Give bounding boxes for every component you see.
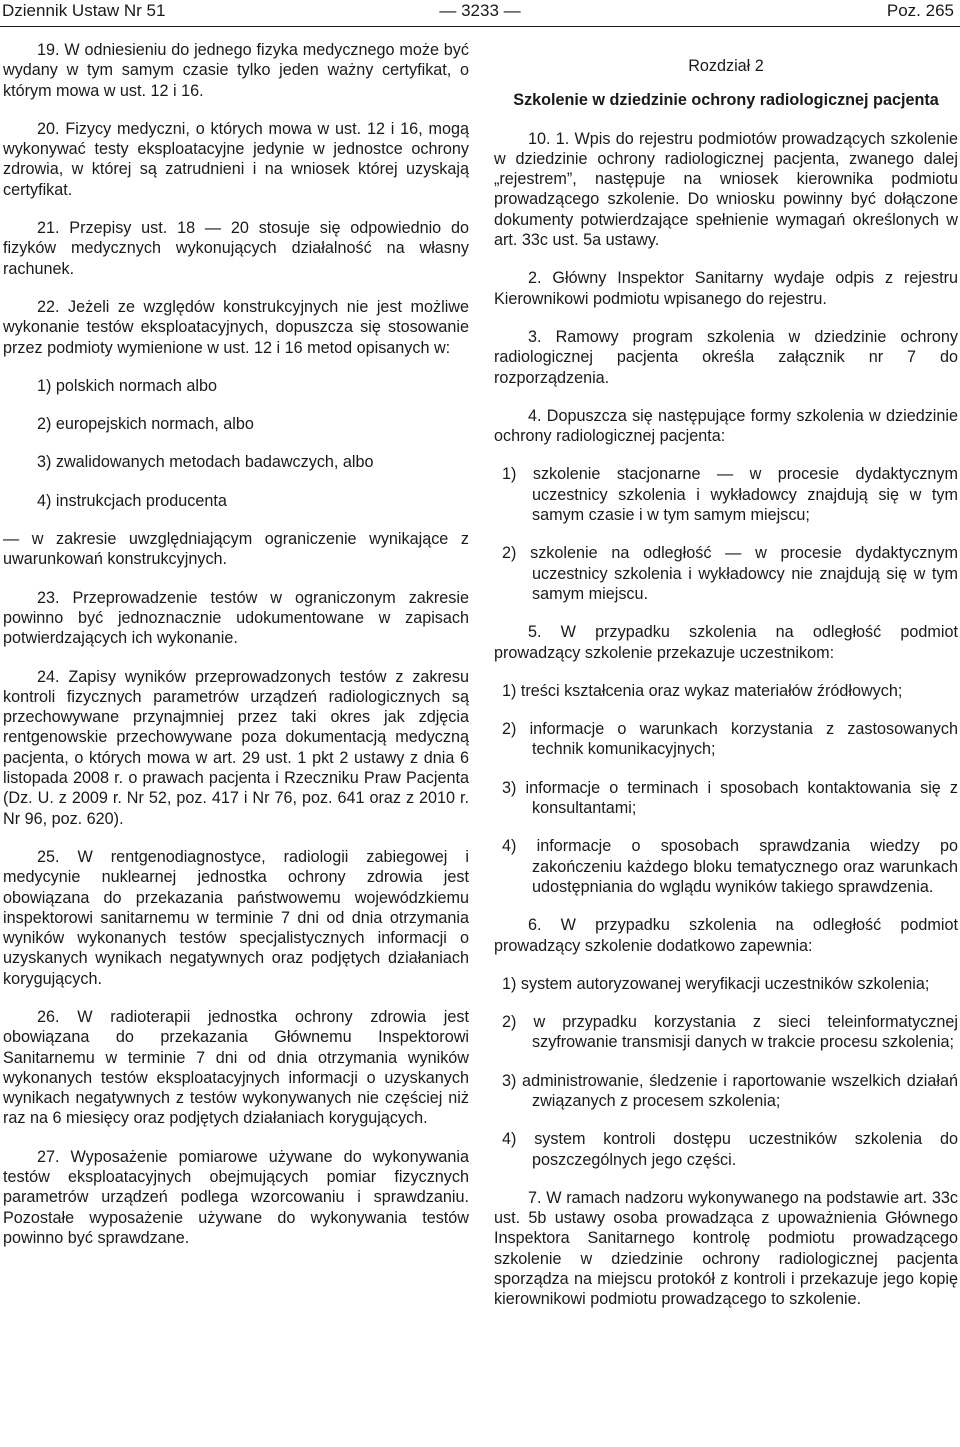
list-item: 1) polskich normach albo — [37, 376, 217, 395]
journal-title: Dziennik Ustaw Nr 51 — [2, 1, 166, 20]
right-column — [494, 30, 958, 1310]
paragraph-10-6: 6. W przypadku szkolenia na odległość podmiot prowadzący szkolenie dodatkowo zapewnia: — [494, 916, 958, 955]
paragraph-10-2: 2. Główny Inspektor Sanitarny wydaje odpis z rejestru Kierownikowi podmiotu wpisanego do rejestru. — [494, 269, 958, 308]
paragraph-10-3: 3. Ramowy program szkolenia w dziedzinie ochrony radiologicznej pacjenta określa załącznik nr 7 do rozporządzenia. — [494, 327, 958, 387]
paragraph-19: 19. W odniesieniu do jednego fizyka medycznego może być wydany w tym samym czasie tylko jeden ważny certyfikat, o którym mowa w ust. 12 i 16. — [3, 41, 469, 100]
list-item: 3) informacje o terminach i sposobach kontaktowania się z konsultantami; — [502, 778, 958, 818]
list-item: 1) treści kształcenia oraz wykaz materiałów źródłowych; — [502, 681, 903, 700]
header-rule — [0, 26, 960, 27]
list-item: 2) informacje o warunkach korzystania z zastosowanych technik komunikacyjnych; — [502, 720, 958, 759]
list-item: 1) system autoryzowanej weryfikacji uczestników szkolenia; — [502, 974, 930, 993]
list-item: 4) informacje o sposobach sprawdzania wiedzy po zakończeniu każdego bloku tematycznego oraz warunkach udostępniania do wglądu wyników takiego sprawdzenia. — [502, 837, 958, 896]
chapter-number: Rozdział 2 — [688, 57, 764, 75]
paragraph-10-7: 7. W ramach nadzoru wykonywanego na podstawie art. 33c ust. 5b ustawy osoba prowadząca z upoważnienia Głównego Inspektora Sanitarnego kontrolę podmiotu prowadzącego szkolenie w dziedzinie ochrony radiologicznej pacjenta sporządza na miejscu protokół z kontroli i przekazuje jego kopię kierownikowi podmiotu prowadzącego to szkolenie. — [494, 1188, 958, 1309]
chapter-title: Szkolenie w dziedzinie ochrony radiologicznej pacjenta — [513, 91, 939, 110]
paragraph-21: 21. Przepisy ust. 18 — 20 stosuje się odpowiednio do fizyków medycznych wykonujących działalność na własny rachunek. — [3, 219, 469, 278]
list-item: 4) system kontroli dostępu uczestników szkolenia do poszczególnych jego części. — [502, 1130, 958, 1169]
paragraph-20: 20. Fizycy medyczni, o których mowa w ust. 12 i 16, mogą wykonywać testy eksploatacyjne jedynie w jednostce ochrony zdrowia, w której są zatrudnieni i na wniosek której uzyskają certyfikat. — [3, 119, 469, 199]
position-number: Poz. 265 — [886, 1, 954, 20]
list-item: 4) instrukcjach producenta — [37, 491, 227, 510]
list-item: 3) zwalidowanych metodach badawczych, albo — [37, 453, 374, 472]
paragraph-22-tail: — w zakresie uwzględniającym ograniczenie wynikające z uwarunkowań konstrukcyjnych. — [3, 530, 469, 569]
paragraph-25: 25. W rentgenodiagnostyce, radiologii zabiegowej i medycynie nuklearnej jednostka ochrony zdrowia jest obowiązana do przekazania państwowemu wojewódzkiemu inspektorowi sanitarnemu w terminie 7 dni od dnia otrzymania wyników wykonanych testów specjalistycznych informacji o uzyskanych wynikach negatywnych oraz podjętych działaniach korygujących. — [3, 847, 469, 988]
list-item: 2) europejskich normach, albo — [37, 415, 254, 434]
paragraph-23: 23. Przeprowadzenie testów w ograniczonym zakresie powinno być jednoznacznie udokumentowane w zapisach potwierdzających ich wykonanie. — [3, 588, 469, 648]
paragraph-10-1: 10. 1. Wpis do rejestru podmiotów prowadzących szkolenie w dziedzinie ochrony radiologicznej pacjenta, zwanego dalej „rejestrem”, następuje na wniosek kierownika podmiotu prowadzącego szkolenie. Do wniosku powinny być dołączone dokumenty potwierdzające spełnienie wymagań określonych w art. 33c ust. 5a ustawy. — [494, 129, 958, 250]
list-item: 2) w przypadku korzystania z sieci teleinformatycznej szyfrowanie transmisji danych w trakcie procesu szkolenia; — [502, 1013, 958, 1052]
left-column — [3, 30, 469, 1248]
paragraph-24: 24. Zapisy wyników przeprowadzonych testów z zakresu kontroli fizycznych parametrów urządzeń radiologicznych są przechowywane przynajmniej przez taki okres jak zdjęcia rentgenowskie przechowywane poza dokumentacją medyczną pacjenta, o których mowa w art. 29 ust. 1 pkt 2 ustawy z dnia 6 listopada 2008 r. o prawach pacjenta i Rzeczniku Praw Pacjenta (Dz. U. z 2009 r. Nr 52, poz. 417 i Nr 76, poz. 641 oraz z 2010 r. Nr 96, poz. 620). — [3, 667, 469, 828]
list-item: 2) szkolenie na odległość — w procesie dydaktycznym uczestnicy szkolenia i wykładowcy nie znajdują się w tym samym miejscu. — [502, 544, 958, 603]
paragraph-10-5: 5. W przypadku szkolenia na odległość podmiot prowadzący szkolenie przekazuje uczestnikom: — [494, 623, 958, 662]
paragraph-27: 27. Wyposażenie pomiarowe używane do wykonywania testów eksploatacyjnych obejmujących pomiar fizycznych parametrów urządzeń podlega wzorcowaniu i sprawdzaniu. Pozostałe wyposażenie używane do wykonywania testów powinno być sprawdzane. — [3, 1147, 469, 1247]
paragraph-10-4: 4. Dopuszcza się następujące formy szkolenia w dziedzinie ochrony radiologicznej pacjenta: — [494, 406, 958, 446]
list-item: 3) administrowanie, śledzenie i raportowanie wszelkich działań związanych z procesem szkolenia; — [502, 1071, 958, 1110]
paragraph-26: 26. W radioterapii jednostka ochrony zdrowia jest obowiązana do przekazania Głównemu Inspektorowi Sanitarnemu w terminie 7 dni od dnia otrzymania wyników wykonanych testów eksploatacyjnych informacji o uzyskanych wynikach negatywnych z testów wykonywanych nie częściej niż raz na 6 miesięcy oraz podjętych działaniach korygujących. — [3, 1007, 469, 1128]
list-item: 1) szkolenie stacjonarne — w procesie dydaktycznym uczestnicy szkolenia i wykładowcy znajdują się w tym samym czasie i w tym samym miejscu; — [502, 465, 958, 525]
paragraph-22: 22. Jeżeli ze względów konstrukcyjnych nie jest możliwe wykonanie testów eksploatacyjnych, dopuszcza się stosowanie przez podmioty wymienione w ust. 12 i 16 metod opisanych w: — [3, 297, 469, 357]
page-number: — 3233 — — [439, 1, 521, 20]
